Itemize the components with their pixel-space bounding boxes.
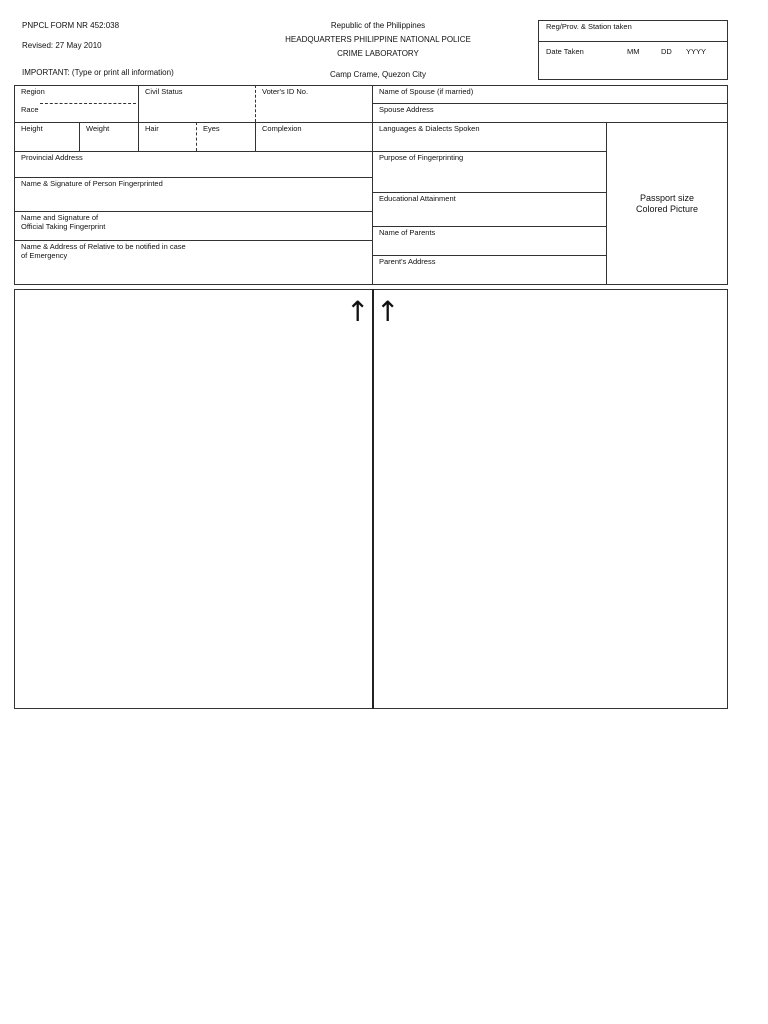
parents-name-field[interactable]: Name of Parents bbox=[379, 228, 436, 237]
right-up-arrow-icon: ↑ bbox=[376, 295, 400, 328]
relative-label-1[interactable]: Name & Address of Relative to be notified in case bbox=[21, 242, 186, 251]
voters-id-field[interactable]: Voter's ID No. bbox=[262, 87, 309, 96]
station-taken-label: Reg/Prov. & Station taken bbox=[546, 22, 632, 31]
spouse-address-field[interactable]: Spouse Address bbox=[379, 105, 434, 114]
important-note: IMPORTANT: (Type or print all information) bbox=[22, 68, 174, 77]
spouse-name-field[interactable]: Name of Spouse (if married) bbox=[379, 87, 474, 96]
right-fingerprint-box[interactable] bbox=[372, 289, 728, 709]
hq-heading: HEADQUARTERS PHILIPPINE NATIONAL POLICE bbox=[285, 35, 471, 44]
relative-label-2[interactable]: of Emergency bbox=[21, 251, 68, 260]
eyes-field[interactable]: Eyes bbox=[203, 124, 220, 133]
photo-box bbox=[606, 122, 728, 285]
crime-lab-heading: CRIME LABORATORY bbox=[337, 49, 419, 58]
official-taking-label-2[interactable]: Official Taking Fingerprint bbox=[21, 222, 106, 231]
person-fingerprinted-field[interactable]: Name & Signature of Person Fingerprinted bbox=[21, 179, 163, 188]
purpose-field[interactable]: Purpose of Fingerprinting bbox=[379, 153, 464, 162]
hair-field[interactable]: Hair bbox=[145, 124, 159, 133]
photo-label-line-1: Passport size bbox=[639, 193, 695, 203]
complexion-field[interactable]: Complexion bbox=[262, 124, 302, 133]
left-fingerprint-box[interactable] bbox=[14, 289, 373, 709]
date-taken-label: Date Taken bbox=[546, 47, 584, 56]
month-label: MM bbox=[627, 47, 640, 56]
education-field[interactable]: Educational Attainment bbox=[379, 194, 456, 203]
revised-date: Revised: 27 May 2010 bbox=[22, 41, 102, 50]
race-field[interactable]: Race bbox=[21, 105, 39, 114]
left-up-arrow-icon: ↑ bbox=[346, 295, 370, 328]
provincial-address-field[interactable]: Provincial Address bbox=[21, 153, 83, 162]
languages-field[interactable]: Languages & Dialects Spoken bbox=[379, 124, 480, 133]
form-number: PNPCL FORM NR 452:038 bbox=[22, 21, 120, 30]
civil-status-field[interactable]: Civil Status bbox=[145, 87, 183, 96]
year-label: YYYY bbox=[686, 47, 707, 56]
day-label: DD bbox=[661, 47, 672, 56]
parents-address-field[interactable]: Parent's Address bbox=[379, 257, 436, 266]
official-taking-label-1[interactable]: Name and Signature of bbox=[21, 213, 99, 222]
height-field[interactable]: Height bbox=[21, 124, 43, 133]
location-heading: Camp Crame, Quezon City bbox=[329, 70, 427, 79]
weight-field[interactable]: Weight bbox=[86, 124, 110, 133]
photo-label-line-2: Colored Picture bbox=[635, 204, 699, 214]
republic-heading: Republic of the Philippines bbox=[330, 21, 426, 30]
region-field[interactable]: Region bbox=[21, 87, 45, 96]
